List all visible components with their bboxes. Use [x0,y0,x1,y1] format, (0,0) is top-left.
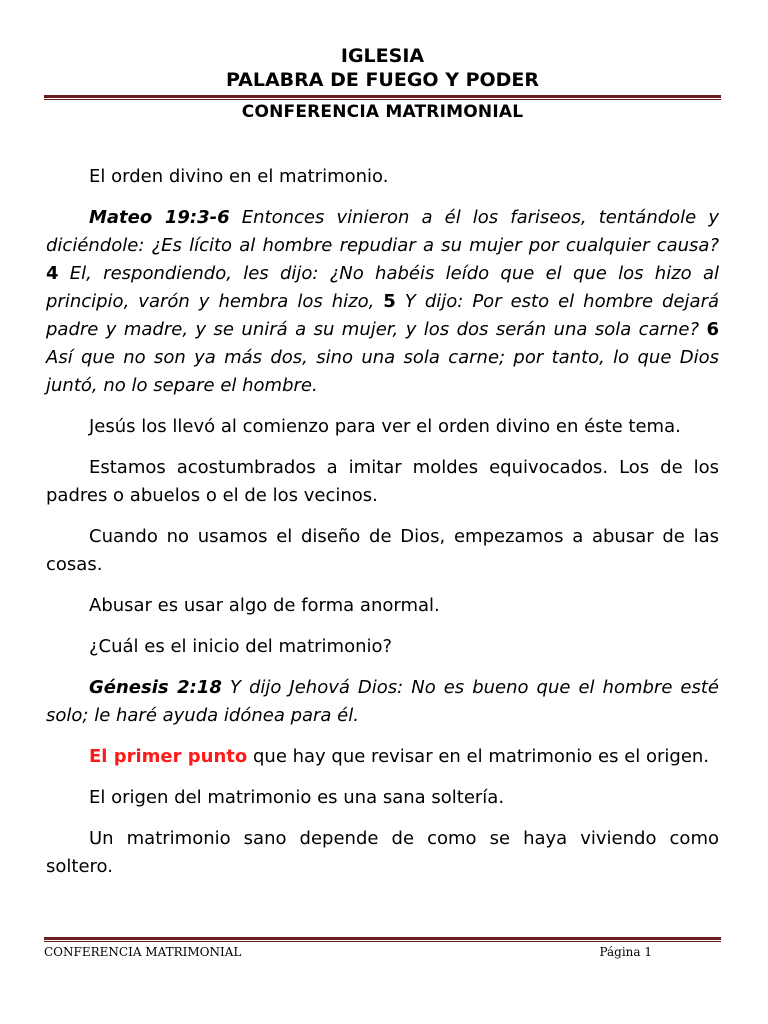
paragraph-text: Cuando no usamos el diseño de Dios, empezamos a abusar de las cosas. [46,526,719,575]
scripture-text: Entonces vinieron a él los fariseos, tentándole y diciéndole: ¿Es lícito al hombre repudiar a su mujer por cualquier causa? [46,207,720,256]
paragraph-intro: El orden divino en el matrimonio. [89,166,389,187]
paragraph-mateo [46,204,719,400]
scripture-reference: Mateo 19:3-6 [89,207,230,228]
church-label: IGLESIA [340,45,425,67]
highlight-text: El primer punto [89,746,248,767]
document-subtitle: CONFERENCIA MATRIMONIAL [241,102,524,122]
paragraph-text: El origen del matrimonio es una sana soltería. [89,787,505,808]
paragraph-genesis [46,674,719,730]
footer-divider [44,937,721,943]
footer-title: CONFERENCIA MATRIMONIAL [44,945,242,959]
scripture-text: Y dijo: Por esto el hombre dejará padre y madre, y se unirá a su mujer, y los dos serán una sola carne? [46,291,719,340]
church-name: PALABRA DE FUEGO Y PODER [225,69,540,91]
paragraph-question: ¿Cuál es el inicio del matrimonio? [89,636,393,657]
paragraph-text: Un matrimonio sano depende de como se haya viviendo como soltero. [46,828,719,877]
verse-number: 4 [46,263,59,284]
page-header [44,44,721,92]
paragraph-text: Jesús los llevó al comienzo para ver el orden divino en éste tema. [89,416,681,437]
document-body [46,163,719,881]
page-number: Página 1 [599,945,652,959]
scripture-text: Y dijo Jehová Dios: No es bueno que el hombre esté solo; le haré ayuda idónea para él. [46,677,720,726]
verse-number: 5 [383,291,396,312]
paragraph-text: que hay que revisar en el matrimonio es el origen. [247,746,710,767]
scripture-reference: Génesis 2:18 [89,677,222,698]
paragraph-first-point [46,743,719,771]
scripture-text: Así que no son ya más dos, sino una sola carne; por tanto, lo que Dios juntó, no lo separe el hombre. [46,347,719,396]
paragraph-text: Abusar es usar algo de forma anormal. [89,595,440,616]
paragraph-text: Estamos acostumbrados a imitar moldes equivocados. Los de los padres o abuelos o el de los vecinos. [46,457,719,506]
verse-number: 6 [706,319,719,340]
scripture-text: El, respondiendo, les dijo: ¿No habéis leído que el que los hizo al principio, varón y hembra los hizo, [46,263,719,312]
